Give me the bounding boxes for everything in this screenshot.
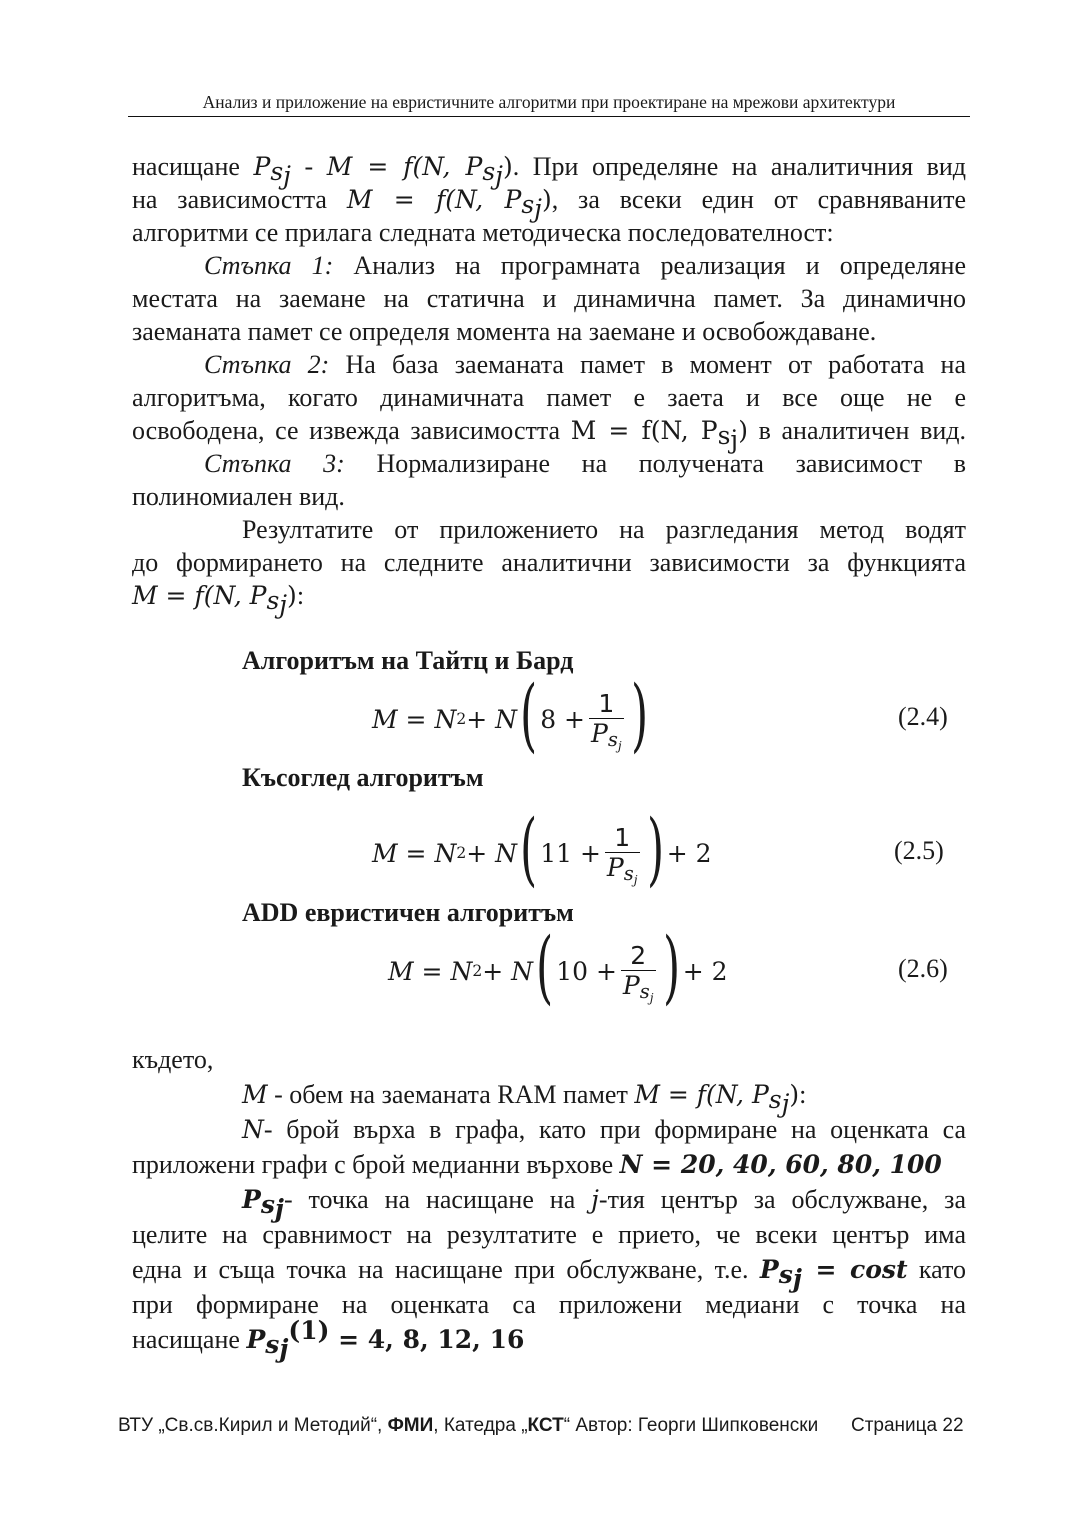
where-p-line4: при формиране на оценката са приложени медиани с точка на	[132, 1290, 966, 1319]
header-rule	[128, 116, 970, 117]
where-p-line3: една и съща точка на насищане при обслужване, т.е. $P_{s_j} = \cos t$ като	[132, 1255, 967, 1294]
algorithm-title-kasogled: Късоглед алгоритъм	[242, 763, 484, 792]
where-n-line1: N- брой върха в графа, като при формиране на оценката са	[242, 1115, 966, 1144]
results-line3: M = f(N, $P_{s_j}$):	[132, 581, 305, 620]
where-p-line1: $P_{s_j}-$ точка на насищане на j-тия център за обслужване, за	[242, 1185, 966, 1224]
where-section	[132, 1042, 967, 1364]
equation-number-2-5: (2.5)	[894, 836, 944, 865]
equation-2-5: M = N 2 + N ( 11 + $\frac{1}{P_{s_j}}$ ) + 2	[372, 802, 712, 895]
page-body	[132, 150, 967, 620]
algorithm-title-add: ADD евристичен алгоритъм	[242, 898, 574, 927]
running-header: Анализ и приложение на евристичните алгоритми при проектиране на мрежови архитектури	[202, 92, 896, 112]
footer-affiliation: ВТУ „Св.св.Кирил и Методий“, ФМИ, Катедра „КСТ“ Автор: Георги Шипковенски	[118, 1415, 819, 1436]
equation-2-6: M = N 2 + N ( 10 + $\frac{2}{P_{s_j}}$ ) + 2	[388, 920, 728, 1013]
equation-number-2-6: (2.6)	[898, 954, 948, 983]
step2-line3: освободена, се извежда зависимостта M = f(N, $P_{s_j}$) в аналитичен вид.	[132, 416, 966, 455]
step3-line1: Стъпка 3: Нормализиране на получената зависимост в	[204, 449, 966, 478]
where-label: където,	[132, 1045, 214, 1074]
para1-line1: насищане $P_{s_j} - M = f(N$, $P_{s_j}$). При определяне на аналитичния вид	[132, 152, 967, 191]
step2-line1: Стъпка 2: На база заеманата памет в момент от работата на	[204, 350, 967, 379]
equation-number-2-4: (2.4)	[898, 702, 948, 731]
para1-line3: алгоритми се прилага следната методическа последователност:	[132, 218, 834, 247]
where-n-line2: приложени графи с брой медианни върхове N = 20, 40, 60, 80, 100	[132, 1150, 942, 1179]
where-p-line5: насищане $P_{s_j}^{(1)} = 4$, 8, 12, 16	[132, 1316, 525, 1364]
equation-2-4: M = N 2 + N ( 8 + $\frac{1}{P_{s_j}}$ )	[372, 668, 648, 761]
step3-line2: полиномиален вид.	[132, 482, 345, 511]
where-p-line2: целите на сравнимост на резултатите е прието, че всеки център има	[132, 1220, 966, 1249]
where-m-line: M - обем на заеманата RAM памет M = f(N, $P_{s_j}$):	[242, 1080, 807, 1119]
para1-line2: на зависимостта M = f(N, $P_{s_j}$), за всеки един от сравняваните	[132, 185, 967, 224]
step2-line2: алгоритъма, когато динамичната памет е заета и все още не е	[132, 383, 966, 412]
step1-line2: местата на заемане на статична и динамична памет. За динамично	[132, 284, 966, 313]
footer-page-number: Страница 22	[851, 1415, 964, 1436]
results-line2: до формирането на следните аналитични зависимости за функцията	[132, 548, 966, 577]
algorithm-title-taitz-bard: Алгоритъм на Тайтц и Бард	[242, 646, 574, 675]
step1-line3: заеманата памет се определя момента на заемане и освобождаване.	[132, 317, 877, 346]
results-line1: Резултатите от приложението на разгледания метод водят	[242, 515, 966, 544]
step1-line1: Стъпка 1: Анализ на програмната реализация и определяне	[204, 251, 966, 280]
